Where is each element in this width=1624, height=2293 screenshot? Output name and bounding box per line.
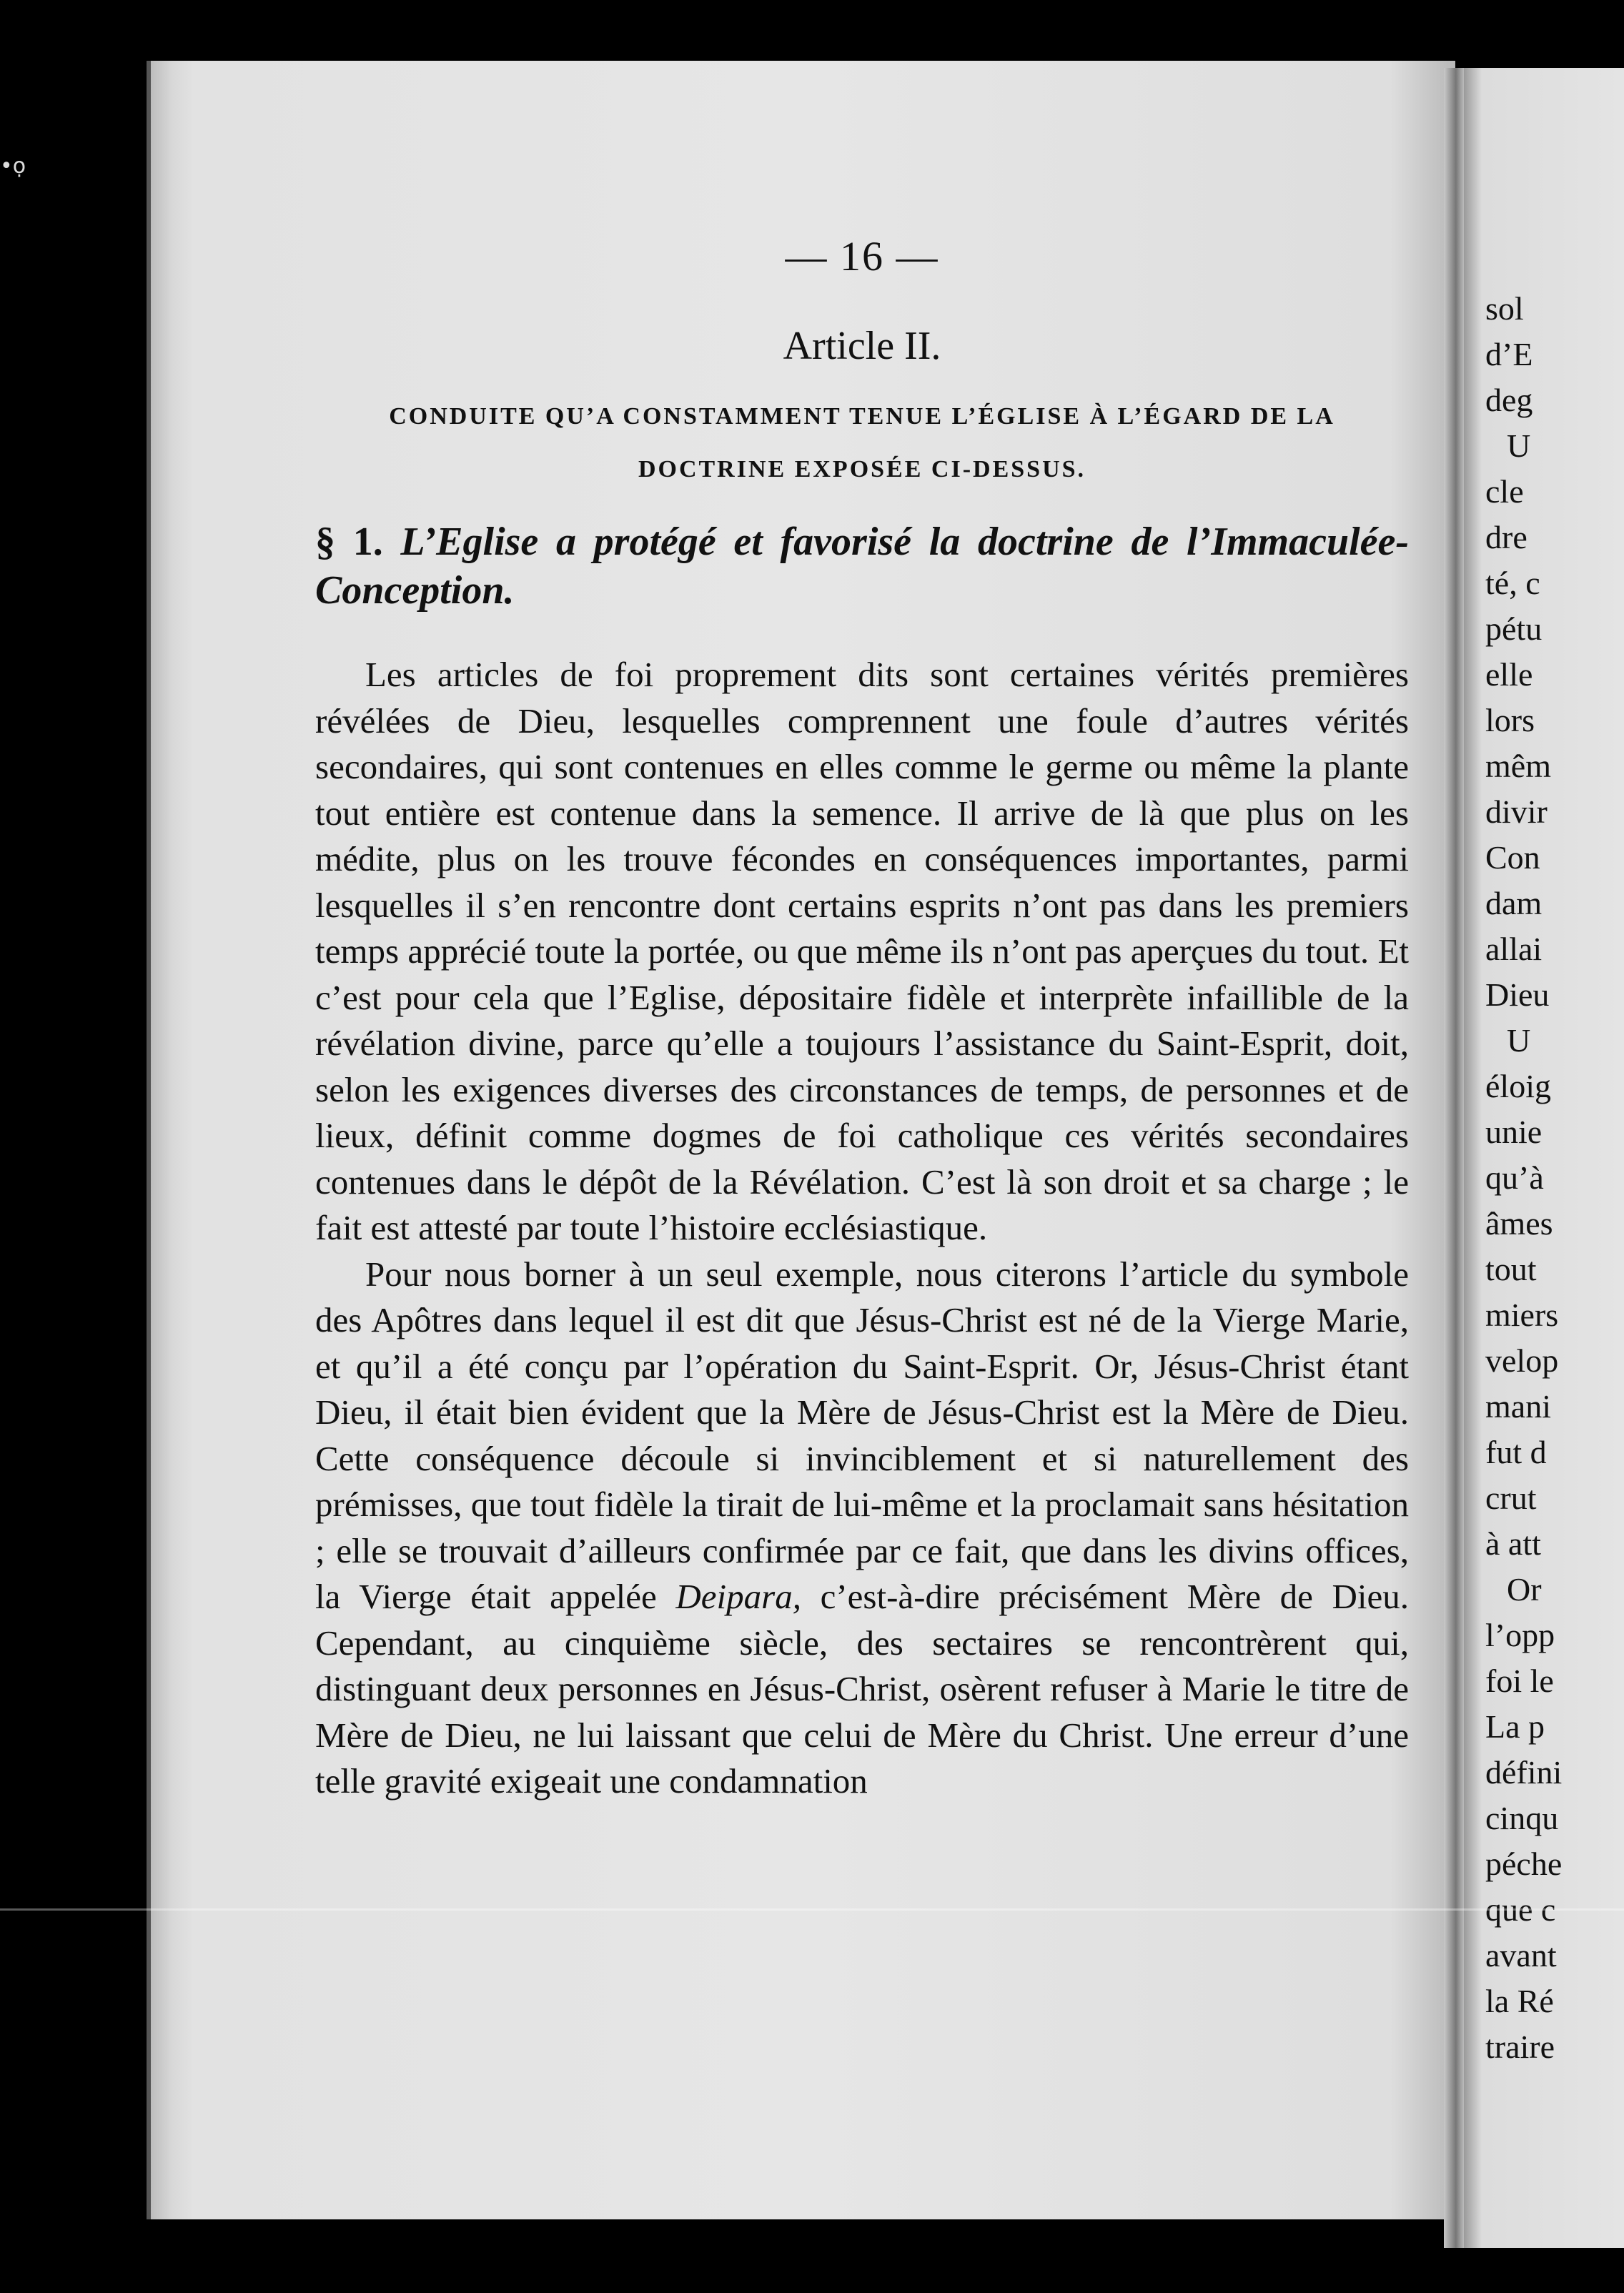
facing-page-line: Con (1485, 839, 1540, 876)
facing-page-line: cle (1485, 473, 1524, 510)
chapter-heading: CONDUITE QU’A CONSTAMMENT TENUE L’ÉGLISE À L’ÉGARD DE LA DOCTRINE EXPOSÉE CI-DESSUS. (389, 403, 1335, 482)
article-title: Article II. (783, 324, 941, 368)
facing-page-line: velop (1485, 1342, 1559, 1379)
facing-page-line: sol (1485, 290, 1524, 327)
paragraph-2 (315, 1252, 1409, 1805)
section-title: L’Eglise a protégé et favorisé la doctrine de l’Immaculée-Conception. (315, 520, 1410, 613)
facing-page-line: divir (1485, 793, 1548, 830)
facing-page-line: éloig (1485, 1068, 1551, 1104)
facing-page-line: tout (1485, 1251, 1537, 1287)
facing-page-line: traire (1485, 2029, 1555, 2065)
paragraph-2-after: c’est-à-dire précisément Mère de Dieu. Cependant, au cinquième siècle, des sectaires se rencontrèrent qui, distinguant deux personnes en Jésus-Christ, osèrent refuser à Marie le titre de Mère de Dieu, ne lui laissant que celui de Mère du Christ. Une erreur d’une telle gravité exigeait une condamnation (315, 1577, 1409, 1801)
facing-page-line: que c (1485, 1891, 1556, 1928)
paragraph-1: Les articles de foi proprement dits sont certaines vérités premières révélées de Dieu, lesquelles comprennent une foule d’autres vérités secondaires, qui sont contenues en elles comme le germe ou même la plante tout entière est contenue dans la semence. Il arrive de là que plus on les médite, plus on les trouve fécondes en conséquences importantes, parmi lesquelles il s’en rencontre dont certains esprits n’ont pas dans les premiers temps apprécié toute la portée, ou que même ils n’ont pas aperçues du tout. Et c’est pour cela que l’Eglise, dépositaire fidèle et interprète infaillible de la révélation divine, parce qu’elle a toujours l’assistance du Saint-Esprit, doit, selon les exigences diverses des circonstances de temps, de personnes et de lieux, définit comme dogmes de foi catholique ces vérités secondaires contenues dans le dépôt de la Révélation. C’est là son droit et sa charge ; le fait est attesté par toute l’histoire ecclésiastique. (315, 655, 1409, 1247)
facing-page-line: dam (1485, 885, 1543, 921)
facing-page-line: foi le (1485, 1663, 1554, 1699)
facing-page-line: Or (1507, 1571, 1542, 1608)
facing-page-line: crut (1485, 1480, 1537, 1516)
facing-page-line: cinqu (1485, 1800, 1559, 1836)
paragraph-2-italic: Deipara, (675, 1577, 801, 1616)
facing-page-line: pétu (1485, 610, 1543, 647)
facing-page-line: mêm (1485, 748, 1551, 784)
facing-page-line: âmes (1485, 1205, 1553, 1242)
facing-page-line: té, c (1485, 565, 1540, 601)
paragraph-2-before: Pour nous borner à un seul exemple, nous citerons l’article du symbole des Apôtres dans lequel il est dit que Jésus-Christ est né de la Vierge Marie, et qu’il a été conçu par l’opération du Saint-Esprit. Or, Jésus-Christ étant Dieu, il était bien évident que la Mère de Jésus-Christ est la Mère de Dieu. Cette conséquence découle si invinciblement et si naturellement des prémisses, que tout fidèle la tirait de lui-même et la proclamait sans hésitation ; elle se trouvait d’ailleurs confirmée par ce fait, que dans les divins offices, la Vierge était appelée (315, 1254, 1409, 1616)
page-content (315, 232, 1409, 1805)
facing-page-line: la Ré (1485, 1983, 1554, 2019)
facing-page-line: La p (1485, 1708, 1545, 1745)
facing-page-line: unie (1485, 1114, 1543, 1150)
page-number: — 16 — (785, 233, 939, 279)
facing-page-line: elle (1485, 656, 1533, 693)
margin-mark: •ọ (0, 154, 26, 179)
facing-page-line: deg (1485, 382, 1533, 418)
facing-page-line: dre (1485, 519, 1528, 555)
facing-page-line: lors (1485, 702, 1535, 738)
left-page (147, 61, 1455, 2219)
facing-page-line: d’E (1485, 336, 1533, 372)
facing-page-line: miers (1485, 1297, 1559, 1333)
facing-page-line: allai (1485, 931, 1543, 967)
facing-page-line: fut d (1485, 1434, 1547, 1470)
facing-page (1464, 68, 1624, 2248)
facing-page-line: Dieu (1485, 976, 1550, 1013)
facing-page-line: l’opp (1485, 1617, 1555, 1653)
facing-page-line: défini (1485, 1754, 1563, 1791)
facing-page-line: avant (1485, 1937, 1557, 1973)
section-heading (315, 517, 1409, 615)
scan-line (0, 1908, 1624, 1911)
facing-page-line: péche (1485, 1846, 1563, 1882)
facing-page-line: U (1507, 1022, 1531, 1059)
section-number: § 1. (315, 520, 383, 564)
facing-page-line: à att (1485, 1525, 1541, 1562)
facing-page-text (1485, 286, 1624, 2070)
facing-page-line: mani (1485, 1388, 1551, 1425)
facing-page-line: U (1507, 427, 1531, 464)
facing-page-line: qu’à (1485, 1159, 1544, 1196)
book-gutter (1444, 68, 1464, 2248)
